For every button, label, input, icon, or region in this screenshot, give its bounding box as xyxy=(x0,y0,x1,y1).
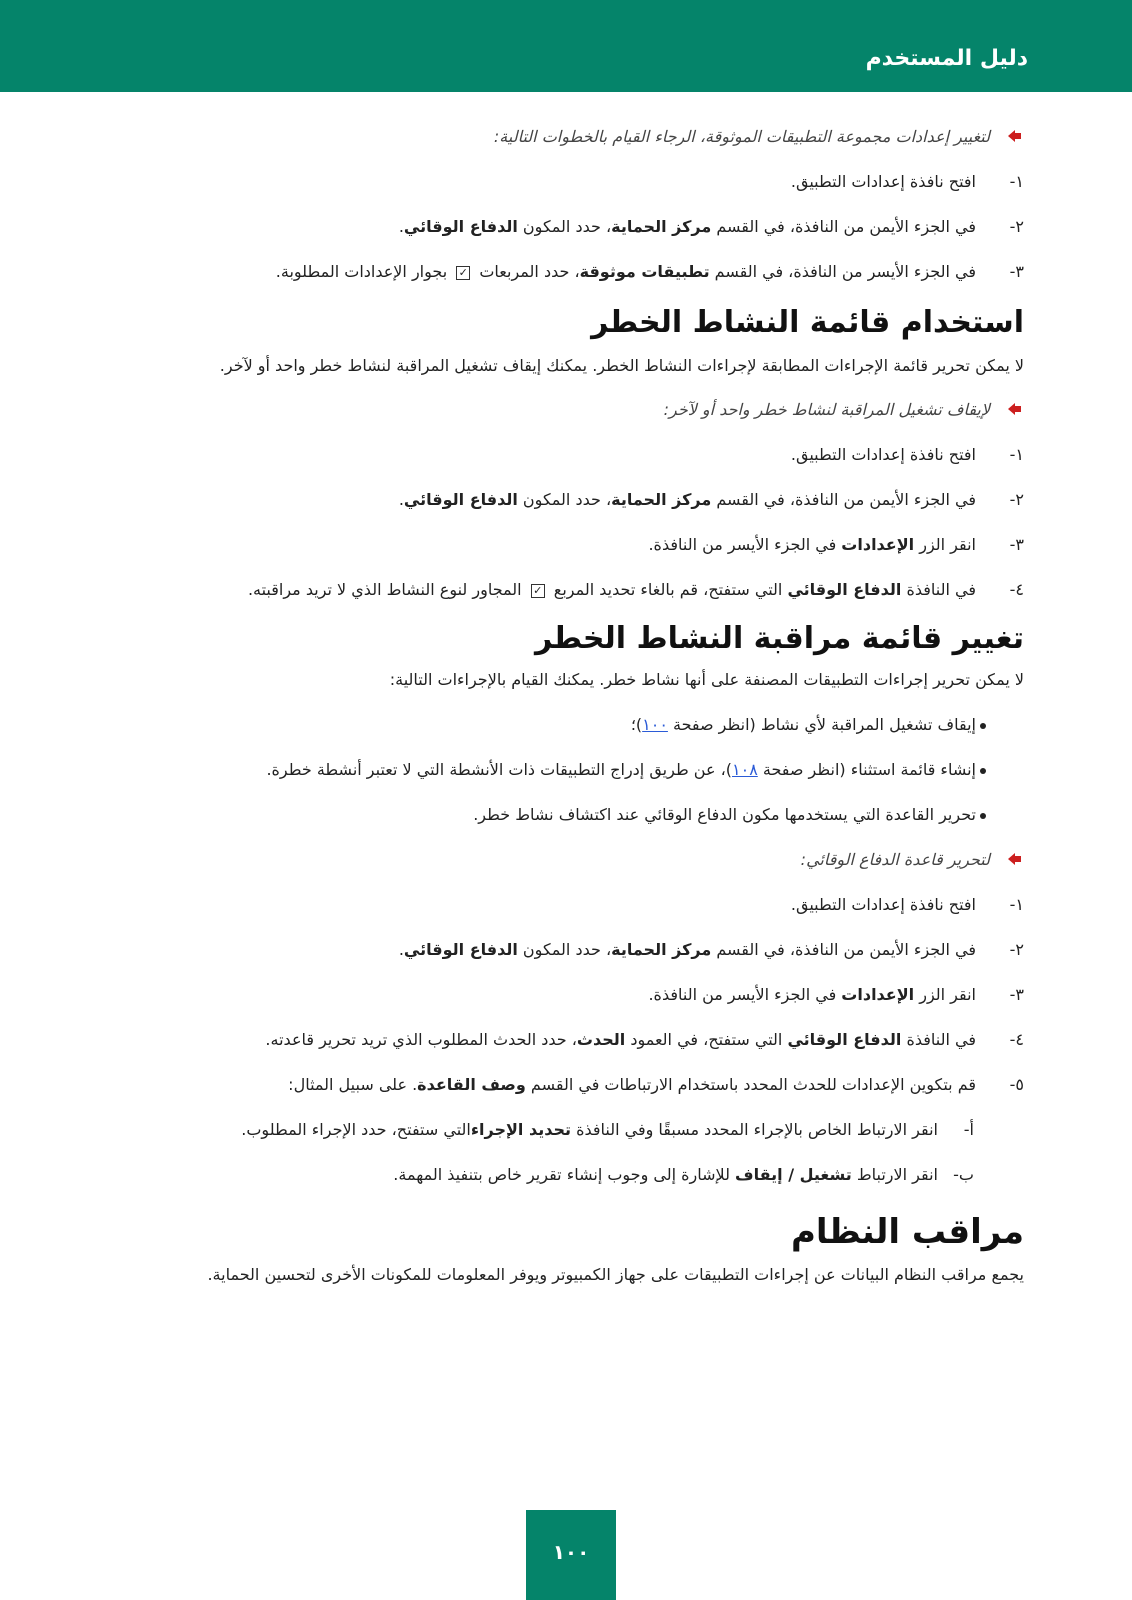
arrow-icon xyxy=(1006,851,1022,867)
paragraph: لا يمكن تحرير إجراءات التطبيقات المصنفة على أنها نشاط خطر. يمكنك القيام بالإجراءات التالية: xyxy=(389,670,1024,689)
step: ٥- قم بتكوين الإعدادات للحدث المحدد باستخدام الارتباطات في القسم وصف القاعدة. على سبيل المثال: xyxy=(288,1075,1024,1094)
procedure-intro: لتغيير إعدادات مجموعة التطبيقات الموثوقة، الرجاء القيام بالخطوات التالية: xyxy=(104,126,1024,148)
procedure-intro: لتحرير قاعدة الدفاع الوقائي: xyxy=(104,849,1024,871)
page-number-box xyxy=(526,1510,616,1600)
paragraph: يجمع مراقب النظام البيانات عن إجراءات التطبيقات على جهاز الكمبيوتر ويوفر المعلومات للمكونات الأخرى لتحسين الحماية. xyxy=(207,1265,1024,1284)
arrow-icon xyxy=(1006,401,1022,417)
arrow-icon xyxy=(1006,128,1022,144)
step: ٤- في النافذة الدفاع الوقائي التي ستفتح، في العمود الحدث، حدد الحدث المطلوب الذي تريد تحرير قاعدته. xyxy=(265,1030,1024,1049)
checkbox-icon: ✓ xyxy=(531,584,545,598)
step: ١- افتح نافذة إعدادات التطبيق. xyxy=(790,445,1024,464)
header-bar xyxy=(0,0,1132,92)
page-link[interactable]: ١٠٠ xyxy=(642,715,668,734)
page-link[interactable]: ١٠٨ xyxy=(732,760,758,779)
step: ٣- انقر الزر الإعدادات في الجزء الأيسر من النافذة. xyxy=(648,535,1024,554)
list-item: إنشاء قائمة استثناء (انظر صفحة ١٠٨)، عن طريق إدراج التطبيقات ذات الأنشطة التي لا تعتبر أنشطة خطرة. xyxy=(104,759,1024,781)
step: ٤- في النافذة الدفاع الوقائي التي ستفتح، قم بالغاء تحديد المربع ✓ المجاور لنوع النشاط الذي لا تريد مراقبته. xyxy=(247,580,1024,599)
procedure-intro: لإيقاف تشغيل المراقبة لنشاط خطر واحد أو لآخر: xyxy=(104,399,1024,421)
step: ١- افتح نافذة إعدادات التطبيق. xyxy=(790,895,1024,914)
step: ٣- انقر الزر الإعدادات في الجزء الأيسر من النافذة. xyxy=(648,985,1024,1004)
bullet-icon xyxy=(980,813,986,819)
section-heading: مراقب النظام xyxy=(790,1212,1024,1252)
page-number: ١٠٠ xyxy=(552,1540,590,1564)
step: ٢- في الجزء الأيمن من النافذة، في القسم مركز الحماية، حدد المكون الدفاع الوقائي. xyxy=(398,490,1024,509)
section-heading: تغيير قائمة مراقبة النشاط الخطر xyxy=(534,621,1024,656)
sub-step: ب- انقر الارتباط تشغيل / إيقاف للإشارة إلى وجوب إنشاء تقرير خاص بتنفيذ المهمة. xyxy=(393,1165,974,1184)
list-item: تحرير القاعدة التي يستخدمها مكون الدفاع الوقائي عند اكتشاف نشاط خطر. xyxy=(104,804,1024,826)
step: ٣- في الجزء الأيسر من النافذة، في القسم تطبيقات موثوقة، حدد المربعات ✓ بجوار الإعدادات المطلوبة. xyxy=(275,262,1024,281)
list-item: إيقاف تشغيل المراقبة لأي نشاط (انظر صفحة ١٠٠)؛ xyxy=(104,714,1024,736)
header-title: دليل المستخدم xyxy=(865,46,1028,71)
paragraph: لا يمكن تحرير قائمة الإجراءات المطابقة لإجراءات النشاط الخطر. يمكنك إيقاف تشغيل المراقبة لنشاط خطر واحد أو لآخر. xyxy=(219,356,1024,375)
page-content xyxy=(104,120,1024,1286)
sub-step: أ- انقر الارتباط الخاص بالإجراء المحدد مسبقًا وفي النافذة تحديد الإجراءالتي ستفتح، حدد الإجراء المطلوب. xyxy=(241,1120,974,1139)
step: ٢- في الجزء الأيمن من النافذة، في القسم مركز الحماية، حدد المكون الدفاع الوقائي. xyxy=(398,940,1024,959)
bullet-icon xyxy=(980,768,986,774)
bullet-icon xyxy=(980,723,986,729)
checkbox-icon: ✓ xyxy=(456,266,470,280)
step: ٢- في الجزء الأيمن من النافذة، في القسم مركز الحماية، حدد المكون الدفاع الوقائي. xyxy=(398,217,1024,236)
step: ١- افتح نافذة إعدادات التطبيق. xyxy=(790,172,1024,191)
section-heading: استخدام قائمة النشاط الخطر xyxy=(591,305,1024,340)
